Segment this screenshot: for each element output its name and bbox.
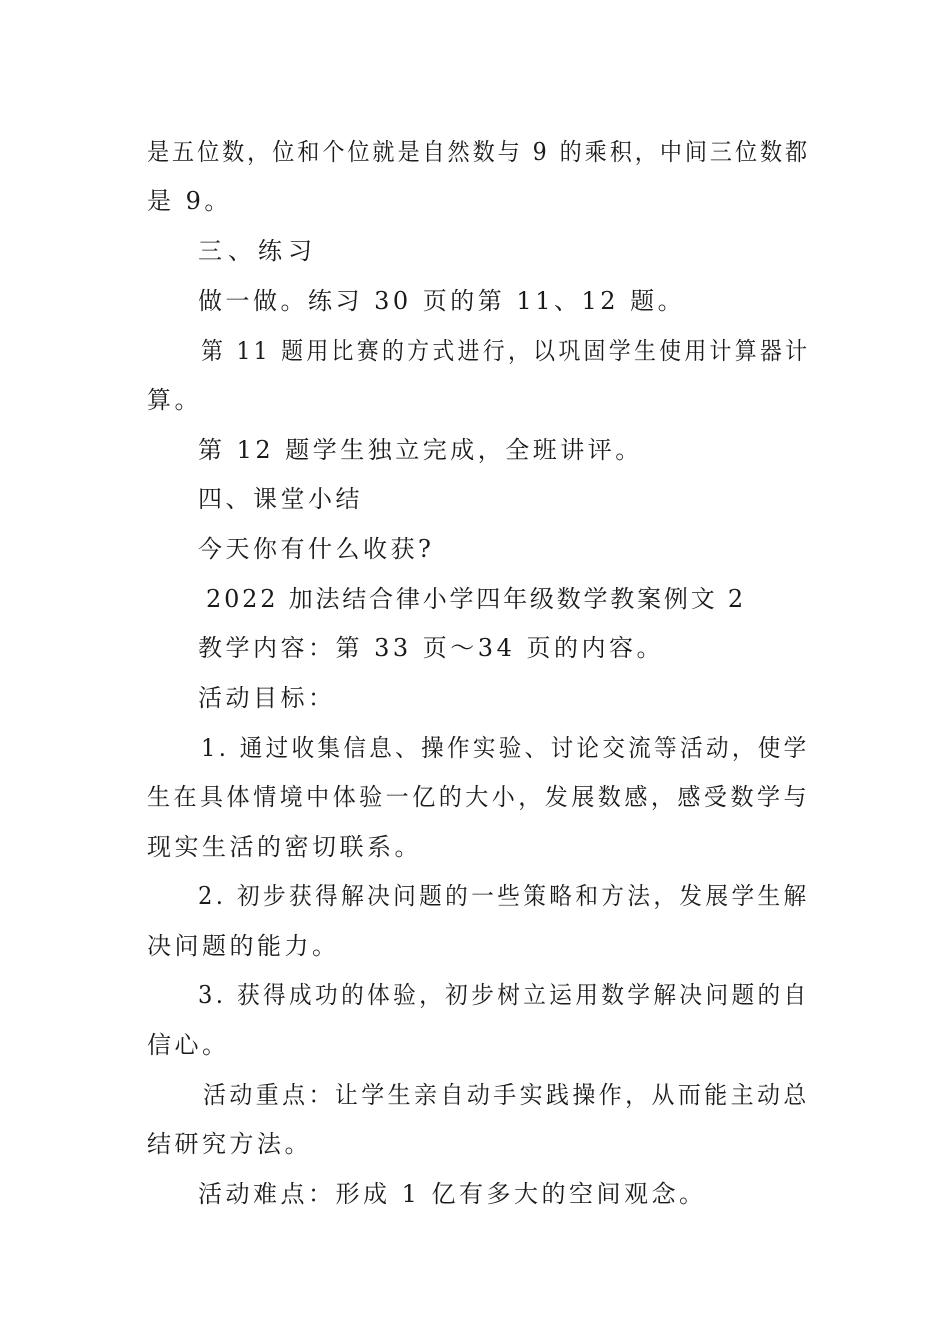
paragraph-line: 是五位数，位和个位就是自然数与 9 的乘积，中间三位数都 [147,138,811,166]
paragraph-line: 今天你有什么收获? [198,535,435,563]
paragraph-line: 教学内容：第 33 页～34 页的内容。 [198,634,664,662]
section-heading: 三、练习 [198,237,318,265]
section-heading: 四、课堂小结 [198,485,363,513]
paragraph-line: 信心。 [147,1031,230,1059]
paragraph-line: 第 12 题学生独立完成，全班讲评。 [198,436,643,464]
paragraph-line: 是 9。 [147,187,232,215]
document-title: 2022 加法结合律小学四年级数学教案例文 2 [206,585,747,613]
paragraph-line: 算。 [147,386,202,414]
paragraph-line: 现实生活的密切联系。 [147,833,422,861]
paragraph-line: 第 11 题用比赛的方式进行，以巩固学生使用计算器计 [201,337,811,365]
paragraph-line: 活动重点：让学生亲自动手实践操作，从而能主动总 [203,1081,810,1109]
paragraph-line: 生在具体情境中体验一亿的大小，发展数感，感受数学与 [147,783,811,811]
paragraph-line: 决问题的能力。 [147,932,340,960]
paragraph-line: 3. 获得成功的体验，初步树立运用数学解决问题的自 [198,981,810,1009]
paragraph-line: 活动目标： [198,684,336,712]
paragraph-line: 结研究方法。 [147,1130,312,1158]
paragraph-line: 2. 初步获得解决问题的一些策略和方法，发展学生解 [198,882,810,910]
paragraph-line: 活动难点：形成 1 亿有多大的空间观念。 [198,1180,707,1208]
paragraph-line: 做一做。练习 30 页的第 11、12 题。 [198,287,686,315]
paragraph-line: 1. 通过收集信息、操作实验、讨论交流等活动，使学 [201,734,810,762]
